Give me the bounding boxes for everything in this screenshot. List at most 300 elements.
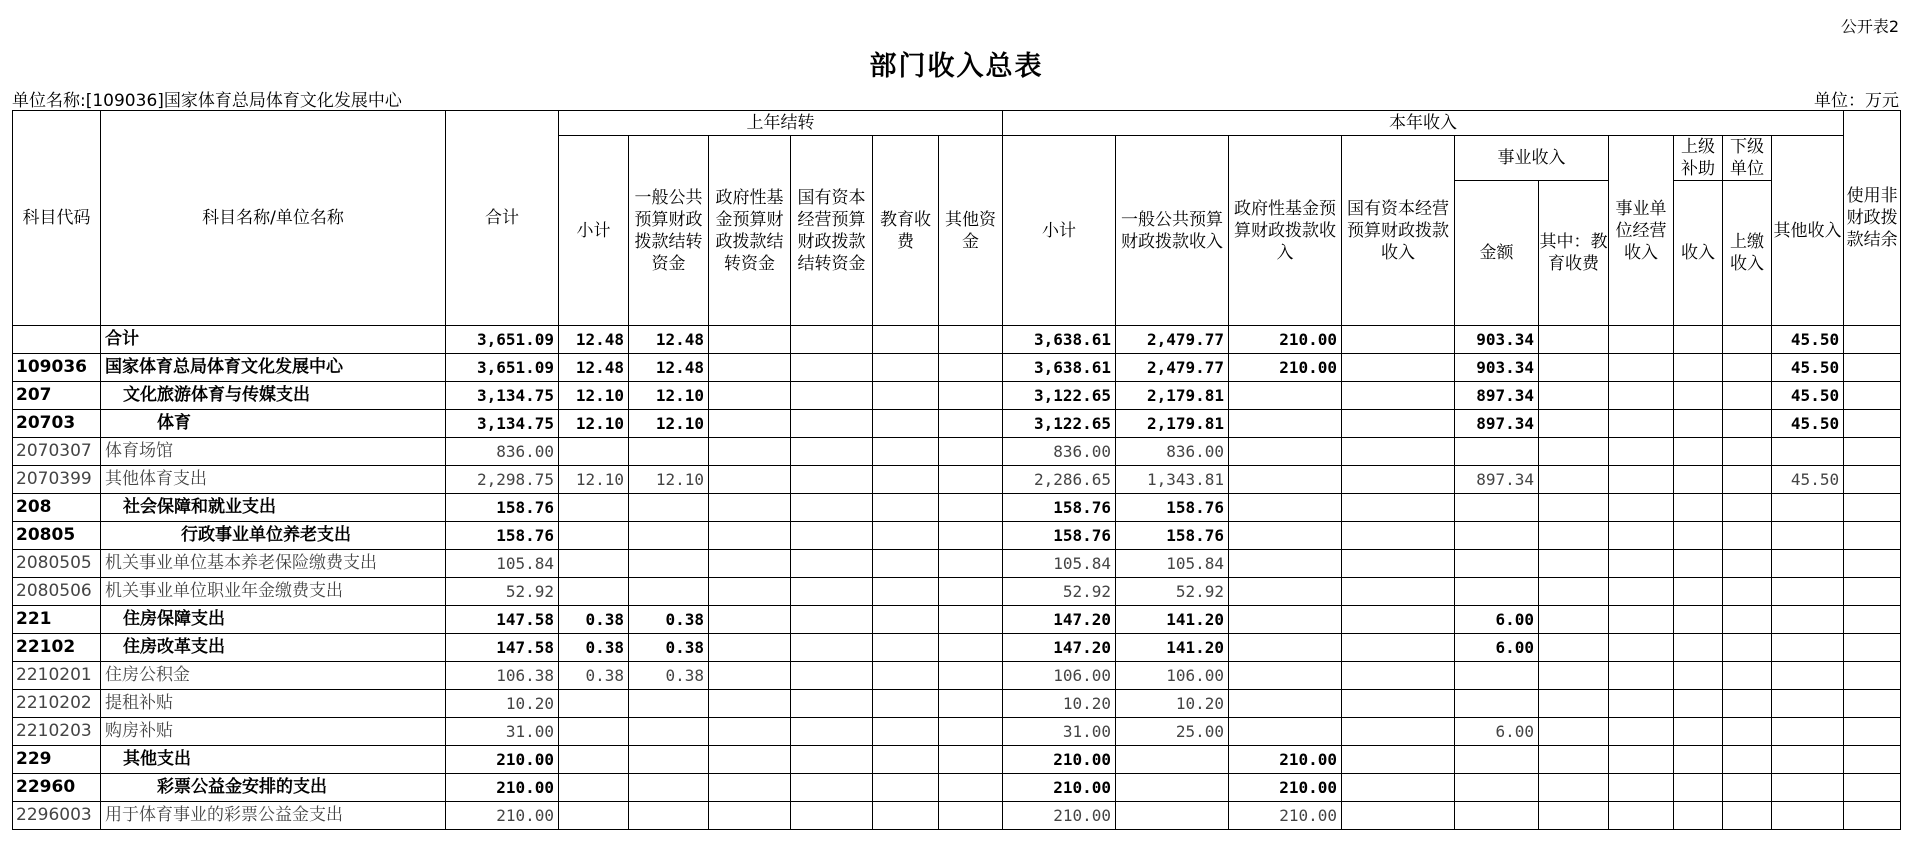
cell-name: 购房补贴 — [101, 718, 446, 746]
cell-ty-business-edu — [1539, 746, 1609, 774]
cell-ty-soe — [1342, 550, 1455, 578]
cell-ty-other: 45.50 — [1772, 382, 1844, 410]
cell-name: 住房保障支出 — [101, 606, 446, 634]
cell-ty-enterprise — [1609, 802, 1674, 830]
cell-ly-subtotal — [559, 746, 629, 774]
cell-ty-upper-income — [1674, 802, 1723, 830]
cell-ty-business-edu — [1539, 718, 1609, 746]
cell-ty-other — [1772, 662, 1844, 690]
cell-ty-business-edu — [1539, 662, 1609, 690]
cell-ly-other — [939, 774, 1003, 802]
cell-ly-govfund — [709, 550, 791, 578]
cell-ly-soe — [791, 718, 873, 746]
cell-ty-enterprise — [1609, 410, 1674, 438]
cell-ty-govfund: 210.00 — [1229, 802, 1342, 830]
cell-ty-upper-income — [1674, 326, 1723, 354]
cell-ty-upper-income — [1674, 578, 1723, 606]
cell-non-fiscal — [1844, 382, 1901, 410]
cell-ty-other — [1772, 522, 1844, 550]
cell-ly-edu — [873, 382, 939, 410]
cell-non-fiscal — [1844, 466, 1901, 494]
cell-ty-upper-income — [1674, 550, 1723, 578]
cell-code: 2210202 — [13, 690, 101, 718]
header-ty-business-amount: 金额 — [1455, 181, 1539, 326]
cell-ty-subtotal: 3,122.65 — [1003, 382, 1116, 410]
cell-ly-general — [629, 774, 709, 802]
cell-ly-other — [939, 718, 1003, 746]
cell-ty-general: 10.20 — [1116, 690, 1229, 718]
cell-ly-general: 0.38 — [629, 662, 709, 690]
cell-ly-edu — [873, 802, 939, 830]
cell-code: 22102 — [13, 634, 101, 662]
cell-ty-other — [1772, 774, 1844, 802]
header-non-fiscal-balance: 使用非财政拨款结余 — [1844, 111, 1901, 326]
cell-ty-business-amount: 897.34 — [1455, 466, 1539, 494]
cell-total: 106.38 — [446, 662, 559, 690]
cell-ly-other — [939, 522, 1003, 550]
cell-ty-lower-remit — [1723, 382, 1772, 410]
cell-ty-general: 105.84 — [1116, 550, 1229, 578]
cell-ly-subtotal: 12.48 — [559, 354, 629, 382]
cell-code: 2070399 — [13, 466, 101, 494]
table-row — [13, 690, 1901, 718]
cell-ly-soe — [791, 634, 873, 662]
cell-code — [13, 326, 101, 354]
cell-ty-enterprise — [1609, 606, 1674, 634]
cell-ty-soe — [1342, 606, 1455, 634]
cell-ty-upper-income — [1674, 466, 1723, 494]
cell-ty-business-edu — [1539, 578, 1609, 606]
cell-ty-general: 2,479.77 — [1116, 354, 1229, 382]
header-last-year: 上年结转 — [559, 111, 1003, 136]
cell-code: 208 — [13, 494, 101, 522]
cell-total: 147.58 — [446, 634, 559, 662]
cell-ly-soe — [791, 522, 873, 550]
cell-ly-other — [939, 550, 1003, 578]
cell-ly-subtotal: 12.48 — [559, 326, 629, 354]
cell-total: 836.00 — [446, 438, 559, 466]
cell-ly-edu — [873, 466, 939, 494]
cell-ty-subtotal: 3,638.61 — [1003, 326, 1116, 354]
cell-ly-subtotal — [559, 802, 629, 830]
table-row — [13, 354, 1901, 382]
cell-name: 机关事业单位职业年金缴费支出 — [101, 578, 446, 606]
header-ly-subtotal: 小计 — [559, 136, 629, 326]
cell-ty-business-amount — [1455, 802, 1539, 830]
cell-ly-soe — [791, 550, 873, 578]
cell-ly-soe — [791, 410, 873, 438]
cell-code: 2210203 — [13, 718, 101, 746]
cell-ty-subtotal: 210.00 — [1003, 774, 1116, 802]
cell-name: 其他支出 — [101, 746, 446, 774]
cell-ly-general — [629, 690, 709, 718]
cell-ty-other: 45.50 — [1772, 410, 1844, 438]
cell-ly-edu — [873, 746, 939, 774]
cell-ly-other — [939, 382, 1003, 410]
cell-ly-subtotal — [559, 522, 629, 550]
cell-ty-general: 52.92 — [1116, 578, 1229, 606]
cell-ly-subtotal: 12.10 — [559, 410, 629, 438]
cell-ty-lower-remit — [1723, 634, 1772, 662]
cell-ty-govfund — [1229, 578, 1342, 606]
cell-ty-soe — [1342, 802, 1455, 830]
cell-ly-edu — [873, 438, 939, 466]
cell-ly-subtotal: 0.38 — [559, 662, 629, 690]
cell-ty-lower-remit — [1723, 606, 1772, 634]
cell-non-fiscal — [1844, 494, 1901, 522]
cell-ty-business-amount: 6.00 — [1455, 634, 1539, 662]
cell-ty-enterprise — [1609, 690, 1674, 718]
cell-ly-edu — [873, 662, 939, 690]
table-row — [13, 662, 1901, 690]
cell-name: 提租补贴 — [101, 690, 446, 718]
header-ty-general: 一般公共预算财政拨款收入 — [1116, 136, 1229, 326]
cell-ty-business-amount — [1455, 494, 1539, 522]
cell-ty-govfund — [1229, 662, 1342, 690]
cell-ty-business-amount — [1455, 690, 1539, 718]
cell-ly-soe — [791, 354, 873, 382]
cell-ty-lower-remit — [1723, 718, 1772, 746]
cell-ly-govfund — [709, 774, 791, 802]
cell-ly-general — [629, 802, 709, 830]
table-row — [13, 606, 1901, 634]
cell-ty-general: 2,479.77 — [1116, 326, 1229, 354]
cell-ly-general — [629, 550, 709, 578]
cell-ty-govfund — [1229, 466, 1342, 494]
cell-ty-business-amount — [1455, 578, 1539, 606]
cell-ty-general: 141.20 — [1116, 634, 1229, 662]
cell-total: 158.76 — [446, 522, 559, 550]
cell-ty-subtotal: 2,286.65 — [1003, 466, 1116, 494]
cell-ty-business-edu — [1539, 438, 1609, 466]
cell-ly-subtotal — [559, 494, 629, 522]
cell-ly-general — [629, 718, 709, 746]
cell-name: 行政事业单位养老支出 — [101, 522, 446, 550]
cell-ly-other — [939, 690, 1003, 718]
cell-code: 2070307 — [13, 438, 101, 466]
cell-ty-lower-remit — [1723, 746, 1772, 774]
cell-ty-upper-income — [1674, 662, 1723, 690]
cell-ly-other — [939, 662, 1003, 690]
cell-ly-edu — [873, 522, 939, 550]
cell-code: 207 — [13, 382, 101, 410]
cell-ty-subtotal: 105.84 — [1003, 550, 1116, 578]
cell-total: 10.20 — [446, 690, 559, 718]
table-row — [13, 466, 1901, 494]
cell-ty-other — [1772, 802, 1844, 830]
header-ly-soe: 国有资本经营预算财政拨款结转资金 — [791, 136, 873, 326]
cell-name: 住房公积金 — [101, 662, 446, 690]
cell-ty-business-amount — [1455, 550, 1539, 578]
cell-ty-other — [1772, 718, 1844, 746]
cell-ly-govfund — [709, 466, 791, 494]
table-row — [13, 550, 1901, 578]
cell-total: 31.00 — [446, 718, 559, 746]
cell-ty-govfund: 210.00 — [1229, 354, 1342, 382]
table-row — [13, 578, 1901, 606]
cell-ty-other — [1772, 438, 1844, 466]
header-ty-soe: 国有资本经营预算财政拨款收入 — [1342, 136, 1455, 326]
cell-ty-subtotal: 147.20 — [1003, 606, 1116, 634]
cell-ty-enterprise — [1609, 578, 1674, 606]
cell-ty-govfund — [1229, 382, 1342, 410]
cell-ty-upper-income — [1674, 718, 1723, 746]
cell-ly-soe — [791, 466, 873, 494]
cell-ly-general: 12.48 — [629, 354, 709, 382]
cell-ty-upper-income — [1674, 494, 1723, 522]
cell-ly-subtotal — [559, 578, 629, 606]
cell-ty-soe — [1342, 438, 1455, 466]
cell-ty-soe — [1342, 634, 1455, 662]
cell-ly-subtotal: 12.10 — [559, 466, 629, 494]
cell-ty-soe — [1342, 522, 1455, 550]
header-this-year: 本年收入 — [1003, 111, 1844, 136]
cell-ly-edu — [873, 606, 939, 634]
cell-ty-enterprise — [1609, 550, 1674, 578]
cell-ly-general: 0.38 — [629, 606, 709, 634]
cell-ly-govfund — [709, 438, 791, 466]
cell-ly-soe — [791, 438, 873, 466]
header-ty-lower-remit: 上缴收入 — [1723, 181, 1772, 326]
cell-ty-soe — [1342, 718, 1455, 746]
cell-ly-subtotal: 12.10 — [559, 382, 629, 410]
cell-total: 158.76 — [446, 494, 559, 522]
header-total: 合计 — [446, 111, 559, 326]
cell-ty-business-amount: 903.34 — [1455, 354, 1539, 382]
header-ty-upper-income: 收入 — [1674, 181, 1723, 326]
cell-ly-general — [629, 578, 709, 606]
cell-ly-soe — [791, 690, 873, 718]
header-ty-enterprise: 事业单位经营收入 — [1609, 136, 1674, 326]
cell-ty-enterprise — [1609, 438, 1674, 466]
cell-ty-subtotal: 31.00 — [1003, 718, 1116, 746]
cell-ly-general — [629, 494, 709, 522]
cell-ty-govfund — [1229, 494, 1342, 522]
cell-non-fiscal — [1844, 522, 1901, 550]
cell-ly-soe — [791, 662, 873, 690]
cell-ty-general: 158.76 — [1116, 522, 1229, 550]
cell-ty-general: 836.00 — [1116, 438, 1229, 466]
cell-total: 210.00 — [446, 774, 559, 802]
cell-name: 机关事业单位基本养老保险缴费支出 — [101, 550, 446, 578]
cell-ly-subtotal: 0.38 — [559, 634, 629, 662]
cell-ly-edu — [873, 354, 939, 382]
cell-ly-govfund — [709, 578, 791, 606]
cell-ly-govfund — [709, 802, 791, 830]
cell-ty-govfund — [1229, 634, 1342, 662]
cell-ly-govfund — [709, 354, 791, 382]
cell-total: 105.84 — [446, 550, 559, 578]
cell-non-fiscal — [1844, 354, 1901, 382]
cell-ty-govfund — [1229, 606, 1342, 634]
cell-ty-business-amount: 897.34 — [1455, 382, 1539, 410]
cell-ty-subtotal: 52.92 — [1003, 578, 1116, 606]
cell-ly-subtotal — [559, 438, 629, 466]
cell-ty-general: 1,343.81 — [1116, 466, 1229, 494]
cell-ty-lower-remit — [1723, 466, 1772, 494]
cell-ly-govfund — [709, 326, 791, 354]
cell-ty-business-amount — [1455, 774, 1539, 802]
cell-ty-other — [1772, 746, 1844, 774]
cell-ty-enterprise — [1609, 326, 1674, 354]
cell-code: 20703 — [13, 410, 101, 438]
cell-ty-general: 2,179.81 — [1116, 410, 1229, 438]
cell-ty-general — [1116, 774, 1229, 802]
cell-ty-business-edu — [1539, 326, 1609, 354]
cell-non-fiscal — [1844, 606, 1901, 634]
cell-ly-other — [939, 606, 1003, 634]
cell-ty-govfund — [1229, 410, 1342, 438]
header-ty-other: 其他收入 — [1772, 136, 1844, 326]
cell-ly-other — [939, 438, 1003, 466]
cell-name: 用于体育事业的彩票公益金支出 — [101, 802, 446, 830]
cell-ly-govfund — [709, 606, 791, 634]
cell-ly-soe — [791, 578, 873, 606]
cell-ly-edu — [873, 494, 939, 522]
header-ly-edu: 教育收费 — [873, 136, 939, 326]
table-row — [13, 382, 1901, 410]
cell-ty-soe — [1342, 410, 1455, 438]
cell-ly-general — [629, 438, 709, 466]
cell-ly-general: 12.10 — [629, 410, 709, 438]
cell-ty-soe — [1342, 494, 1455, 522]
table-row — [13, 746, 1901, 774]
cell-ty-subtotal: 210.00 — [1003, 802, 1116, 830]
header-ty-business: 事业收入 — [1455, 136, 1609, 181]
table-row — [13, 718, 1901, 746]
cell-total: 2,298.75 — [446, 466, 559, 494]
cell-ly-edu — [873, 634, 939, 662]
cell-ty-soe — [1342, 382, 1455, 410]
cell-ly-general: 12.48 — [629, 326, 709, 354]
cell-ty-business-edu — [1539, 494, 1609, 522]
cell-ty-other — [1772, 578, 1844, 606]
header-ty-subtotal: 小计 — [1003, 136, 1116, 326]
cell-ly-soe — [791, 382, 873, 410]
table-row — [13, 522, 1901, 550]
cell-ty-soe — [1342, 662, 1455, 690]
cell-ty-business-edu — [1539, 802, 1609, 830]
cell-ty-enterprise — [1609, 382, 1674, 410]
cell-ty-enterprise — [1609, 662, 1674, 690]
cell-code: 2210201 — [13, 662, 101, 690]
income-table-container — [12, 110, 1900, 830]
cell-name: 国家体育总局体育文化发展中心 — [101, 354, 446, 382]
cell-ly-other — [939, 802, 1003, 830]
cell-ty-enterprise — [1609, 466, 1674, 494]
cell-ty-subtotal: 10.20 — [1003, 690, 1116, 718]
cell-ty-lower-remit — [1723, 354, 1772, 382]
cell-name: 社会保障和就业支出 — [101, 494, 446, 522]
cell-ty-upper-income — [1674, 522, 1723, 550]
cell-ty-govfund — [1229, 438, 1342, 466]
cell-name: 文化旅游体育与传媒支出 — [101, 382, 446, 410]
cell-ly-edu — [873, 718, 939, 746]
cell-ty-soe — [1342, 466, 1455, 494]
cell-ty-subtotal: 158.76 — [1003, 494, 1116, 522]
cell-code: 2080505 — [13, 550, 101, 578]
cell-ly-govfund — [709, 382, 791, 410]
cell-ly-edu — [873, 550, 939, 578]
cell-non-fiscal — [1844, 550, 1901, 578]
cell-non-fiscal — [1844, 438, 1901, 466]
cell-ty-lower-remit — [1723, 410, 1772, 438]
cell-ly-govfund — [709, 662, 791, 690]
cell-ty-govfund — [1229, 690, 1342, 718]
cell-ty-business-edu — [1539, 410, 1609, 438]
cell-total: 147.58 — [446, 606, 559, 634]
cell-ly-subtotal — [559, 550, 629, 578]
cell-ty-subtotal: 836.00 — [1003, 438, 1116, 466]
cell-ty-general: 141.20 — [1116, 606, 1229, 634]
table-row — [13, 802, 1901, 830]
table-row — [13, 438, 1901, 466]
cell-ty-business-amount: 897.34 — [1455, 410, 1539, 438]
cell-ty-other: 45.50 — [1772, 354, 1844, 382]
cell-ty-upper-income — [1674, 382, 1723, 410]
cell-non-fiscal — [1844, 410, 1901, 438]
cell-non-fiscal — [1844, 662, 1901, 690]
cell-ty-general: 106.00 — [1116, 662, 1229, 690]
header-ty-upper: 上级补助 — [1674, 136, 1723, 181]
cell-ty-lower-remit — [1723, 494, 1772, 522]
cell-non-fiscal — [1844, 690, 1901, 718]
cell-ty-business-amount — [1455, 522, 1539, 550]
cell-ty-subtotal: 106.00 — [1003, 662, 1116, 690]
cell-name: 彩票公益金安排的支出 — [101, 774, 446, 802]
cell-ty-business-edu — [1539, 466, 1609, 494]
cell-ty-upper-income — [1674, 774, 1723, 802]
cell-non-fiscal — [1844, 718, 1901, 746]
cell-code: 22960 — [13, 774, 101, 802]
cell-name: 体育 — [101, 410, 446, 438]
cell-total: 3,134.75 — [446, 382, 559, 410]
cell-code: 20805 — [13, 522, 101, 550]
cell-ty-business-amount: 6.00 — [1455, 606, 1539, 634]
cell-ly-edu — [873, 690, 939, 718]
cell-ty-lower-remit — [1723, 690, 1772, 718]
cell-ty-general: 25.00 — [1116, 718, 1229, 746]
cell-ty-other — [1772, 690, 1844, 718]
cell-ly-soe — [791, 494, 873, 522]
cell-ly-soe — [791, 774, 873, 802]
cell-total: 52.92 — [446, 578, 559, 606]
cell-ty-subtotal: 3,638.61 — [1003, 354, 1116, 382]
cell-ty-lower-remit — [1723, 438, 1772, 466]
cell-ly-other — [939, 410, 1003, 438]
currency-unit-label: 单位：万元 — [1814, 91, 1899, 111]
cell-ly-edu — [873, 326, 939, 354]
cell-ty-business-edu — [1539, 690, 1609, 718]
table-body — [13, 326, 1901, 830]
cell-ty-upper-income — [1674, 354, 1723, 382]
cell-ty-enterprise — [1609, 774, 1674, 802]
cell-ty-enterprise — [1609, 718, 1674, 746]
cell-ty-subtotal: 210.00 — [1003, 746, 1116, 774]
cell-ty-subtotal: 147.20 — [1003, 634, 1116, 662]
cell-name: 体育场馆 — [101, 438, 446, 466]
cell-ly-subtotal — [559, 718, 629, 746]
cell-ty-govfund — [1229, 718, 1342, 746]
cell-total: 210.00 — [446, 802, 559, 830]
cell-ly-subtotal — [559, 774, 629, 802]
cell-ly-other — [939, 494, 1003, 522]
cell-ly-other — [939, 578, 1003, 606]
cell-total: 210.00 — [446, 746, 559, 774]
cell-ty-soe — [1342, 690, 1455, 718]
unit-name-label: 单位名称:[109036]国家体育总局体育文化发展中心 — [12, 91, 402, 111]
cell-total: 3,651.09 — [446, 354, 559, 382]
